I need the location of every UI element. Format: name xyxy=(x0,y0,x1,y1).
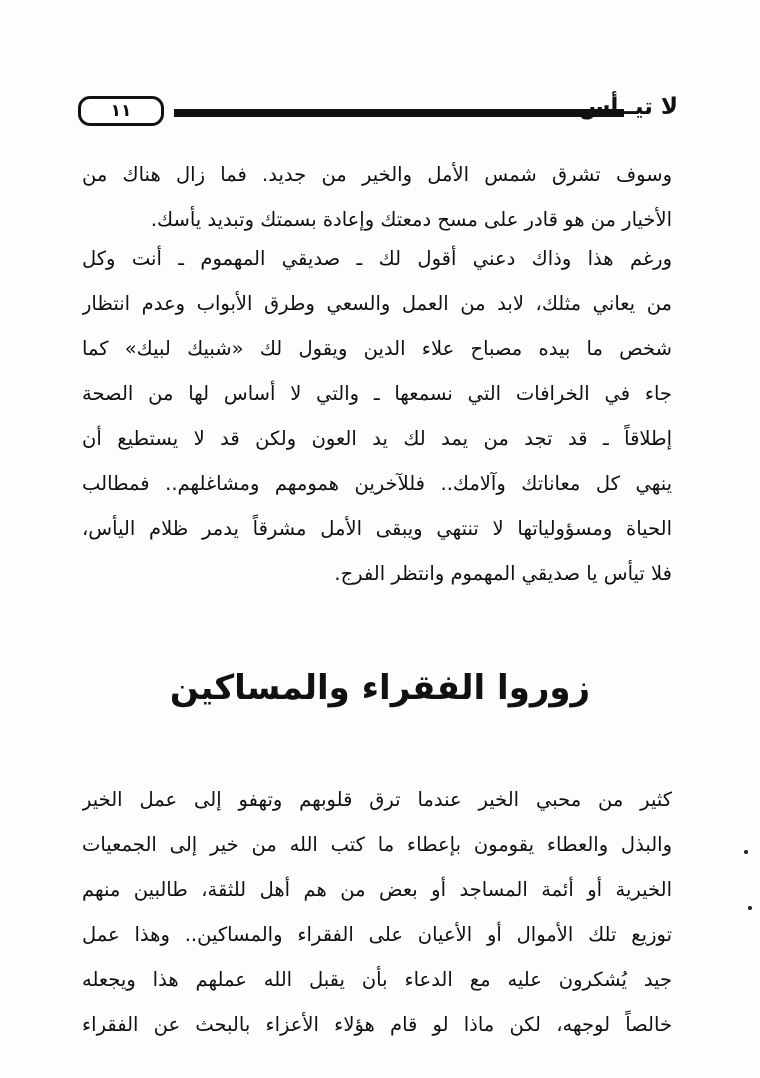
text-line: كثير من محبي الخير عندما ترق قلوبهم وتهفو إلى عمل الخير xyxy=(82,788,672,811)
text-line: شخص ما بيده مصباح علاء الدين ويقول لك «شبيك لبيك» كما xyxy=(82,337,672,360)
text-line: خالصاً لوجهه، لكن ماذا لو قام هؤلاء الأعزاء بالبحث عن الفقراء xyxy=(82,1013,672,1036)
header-rule xyxy=(174,109,624,117)
text-line: توزيع تلك الأموال أو الأعيان على الفقراء والمساكين.. وهذا عمل xyxy=(82,923,672,946)
text-line: ورغم هذا وذاك دعني أقول لك ـ صديقي المهموم ـ أنت وكل xyxy=(82,247,672,270)
text-line: جيد يُشكرون عليه مع الدعاء بأن يقبل الله عملهم هذا ويجعله xyxy=(82,968,672,991)
paragraph-2 xyxy=(82,236,672,596)
text-line: إطلاقاً ـ قد تجد من يمد لك يد العون ولكن قد لا يستطيع أن xyxy=(82,427,672,450)
text-line: فلا تيأس يا صديقي المهموم وانتظر الفرج. xyxy=(334,562,672,585)
page-number-text: ١١ xyxy=(110,101,132,121)
page-number xyxy=(78,96,164,126)
section-paragraph xyxy=(82,777,672,1047)
text-line: ينهي كل معاناتك وآلامك.. فللآخرين همومهم ومشاغلهم.. فمطالب xyxy=(82,472,672,495)
margin-dot xyxy=(744,850,748,854)
text-line: الحياة ومسؤولياتها لا تنتهي ويبقى الأمل مشرقاً يدمر ظلام اليأس، xyxy=(82,517,672,540)
margin-dot xyxy=(748,906,752,910)
running-title: لا تيــأس xyxy=(578,94,678,120)
section-title: زوروا الفقراء والمساكين xyxy=(169,668,591,708)
paragraph-1 xyxy=(82,152,672,242)
text-line: جاء في الخرافات التي نسمعها ـ والتي لا أساس لها من الصحة xyxy=(82,382,672,405)
page-header xyxy=(78,92,678,132)
text-line: وسوف تشرق شمس الأمل والخير من جديد. فما زال هناك من xyxy=(82,163,672,186)
text-line: من يعاني مثلك، لابد من العمل والسعي وطرق الأبواب وعدم انتظار xyxy=(82,292,672,315)
text-line: الخيرية أو أئمة المساجد أو بعض من هم أهل للثقة، طالبين منهم xyxy=(82,878,672,901)
text-line: الأخيار من هو قادر على مسح دمعتك وإعادة بسمتك وتبديد يأسك. xyxy=(150,208,672,231)
text-line: والبذل والعطاء يقومون بإعطاء ما كتب الله من خير إلى الجمعيات xyxy=(82,833,672,856)
